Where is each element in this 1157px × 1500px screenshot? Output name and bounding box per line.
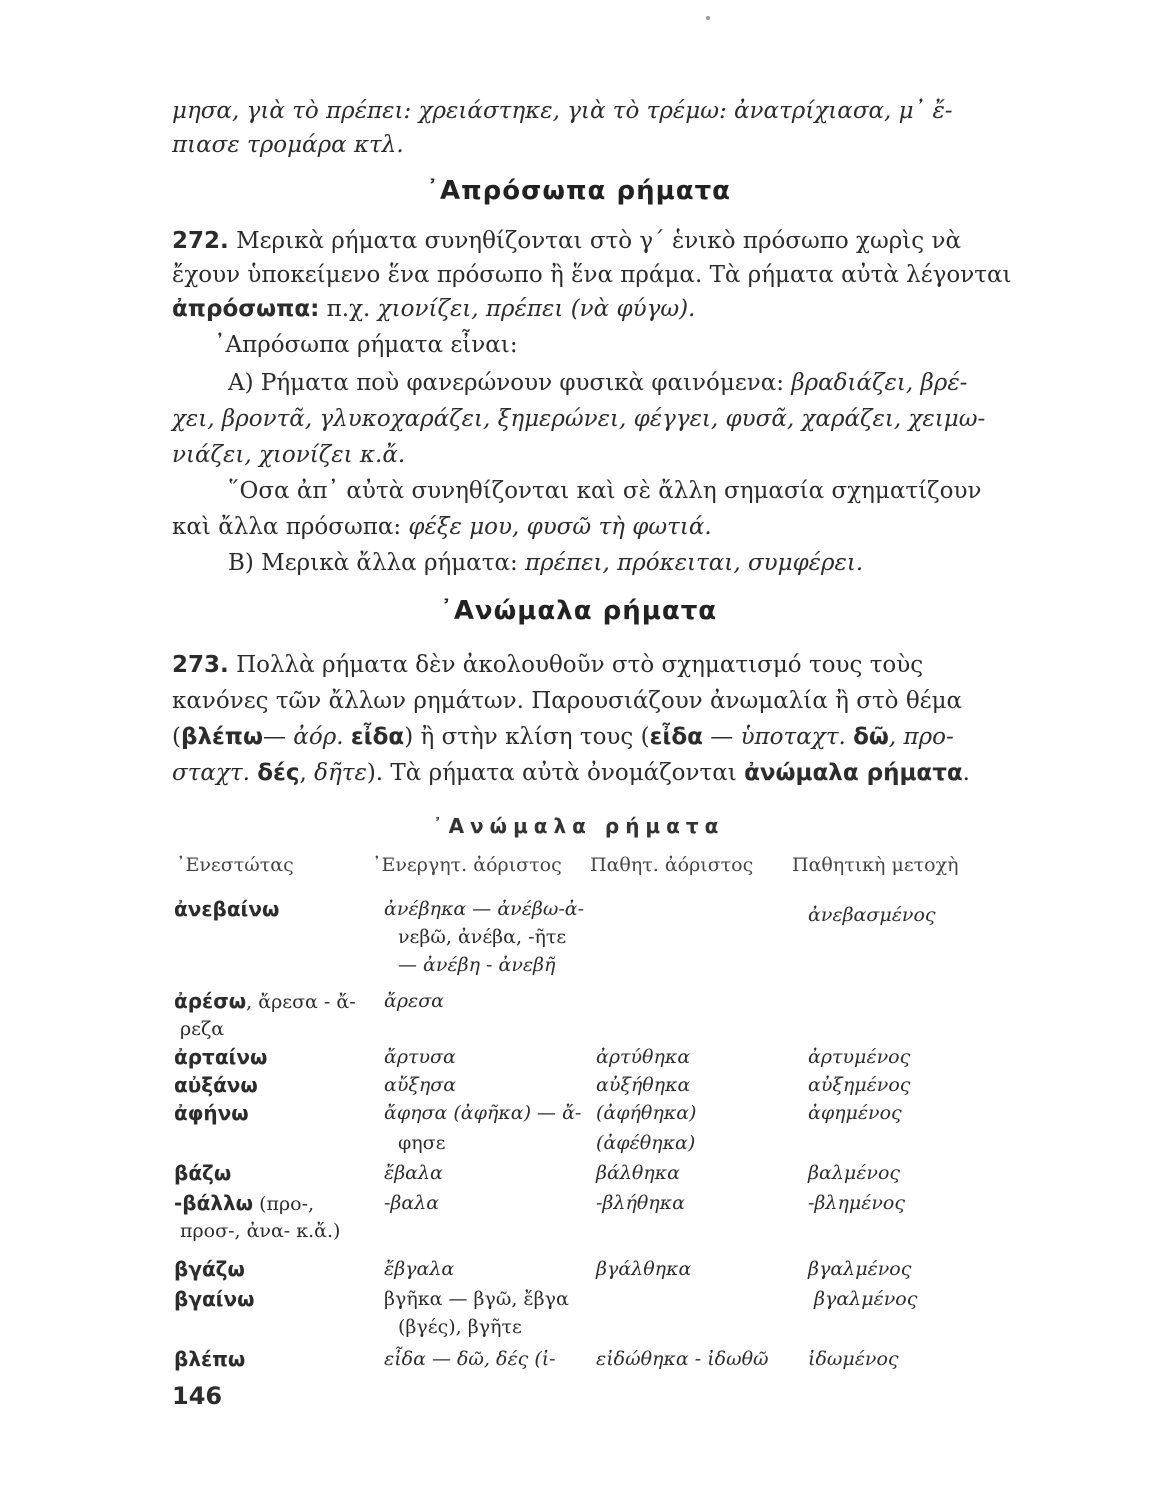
paragraph-272-line-3 xyxy=(172,294,1032,324)
page-number: 146 xyxy=(172,1382,223,1410)
paragraph-272-osa-line-1: ῞Οσα ἀπ᾽ αὐτὰ συνηθίζονται καὶ σὲ ἄλλη σημασία σχηματίζουν xyxy=(228,478,982,504)
text-run: . xyxy=(962,760,970,786)
table-header-passive-aorist: Παθητ. ἀόριστος xyxy=(590,854,754,876)
term-bold: εἶδα xyxy=(649,724,703,750)
paragraph-273-line-3 xyxy=(172,722,1032,752)
text-run: καὶ ἄλλα πρόσωπα: xyxy=(172,514,409,540)
verb-aorist: ἀνέβηκα — ἀνέβω-ἀ- xyxy=(384,898,585,920)
verb-participle: ἰδωμένος xyxy=(808,1348,899,1370)
text-run: , xyxy=(299,760,315,786)
verb-participle: ἀνεβασμένος xyxy=(808,904,936,926)
speck-mark xyxy=(706,16,710,20)
verb-aorist-cont: (βγές), βγῆτε xyxy=(398,1316,522,1338)
verb-passive: βάλθηκα xyxy=(596,1162,680,1184)
term-bold: ἀνώμαλα ρήματα xyxy=(744,760,963,786)
paragraph-272-a-line-1 xyxy=(228,368,1088,398)
term-bold: εἶδα xyxy=(350,724,405,750)
section-heading-irregular: ᾽Ανώμαλα ρήματα xyxy=(439,596,718,626)
paragraph-272-line-1 xyxy=(172,226,1032,256)
text-run: σταχτ. xyxy=(172,760,258,786)
paragraph-273-line-1 xyxy=(172,650,1032,680)
verb-participle: ἀρτυμένος xyxy=(808,1046,911,1068)
intro-line-2: πιασε τρομάρα κτλ. xyxy=(172,132,404,158)
verb-present-note: , ἄρεσα - ἄ- xyxy=(246,991,356,1013)
verb-participle: βγαλμένος xyxy=(808,1258,912,1280)
verb-present: ἀφήνω xyxy=(174,1101,249,1125)
text-run: ( xyxy=(172,724,181,750)
text-run: Α) Ρήματα ποὺ φανερώνουν φυσικὰ φαινόμενα: xyxy=(228,370,792,396)
verb-passive: (ἀφήθηκα) xyxy=(596,1102,697,1124)
verb-present: αὐξάνω xyxy=(174,1073,258,1097)
text-run: Μερικὰ ρήματα συνηθίζονται στὸ γ΄ ἑνικὸ πρόσωπο χωρὶς νὰ xyxy=(236,228,961,254)
term-bold: δές xyxy=(257,760,300,786)
paragraph-272-b-line xyxy=(228,548,1088,578)
verb-participle: αὐξημένος xyxy=(808,1074,911,1096)
verb-passive: αὐξήθηκα xyxy=(596,1074,691,1096)
verb-aorist: ἔβγαλα xyxy=(384,1258,455,1280)
text-run: — ὑποταχτ. xyxy=(702,724,854,750)
verb-participle: ἀφημένος xyxy=(808,1102,902,1124)
text-run: Β) Μερικὰ ἄλλα ρήματα: xyxy=(228,550,526,576)
verb-present: ἀρταίνω xyxy=(174,1045,268,1069)
verb-present-line xyxy=(174,988,356,1016)
verb-aorist-cont: — ἀνέβη - ἀνεβῆ xyxy=(398,954,556,976)
paragraph-273-line-2: κανόνες τῶν ἄλλων ρημάτων. Παρουσιάζουν ἀνωμαλία ἢ στὸ θέμα xyxy=(172,688,963,714)
verb-aorist: ἔβαλα xyxy=(384,1162,443,1184)
term-bold: βλέπω xyxy=(180,724,263,750)
paragraph-272-a-line-2: χει, βροντᾶ, γλυκοχαράζει, ξημερώνει, φέγγει, φυσᾶ, χαράζει, χειμω- xyxy=(172,406,986,432)
text-run: ). Τὰ ρήματα αὐτὰ ὀνομάζονται xyxy=(366,760,745,786)
verb-present: βγάζω xyxy=(174,1257,245,1281)
example-italic: πρέπει, πρόκειται, συμφέρει. xyxy=(525,550,864,576)
table-header-present: ᾽Ενεστώτας xyxy=(176,854,294,876)
verb-passive: ἀρτύθηκα xyxy=(596,1046,691,1068)
text-run: — ἀόρ. xyxy=(263,724,351,750)
verb-aorist: -βαλα xyxy=(384,1192,440,1214)
example-italic: χιονίζει, πρέπει (νὰ φύγω). xyxy=(377,296,696,322)
verb-present: ἀρέσω xyxy=(174,989,247,1013)
verb-aorist: ἄρεσα xyxy=(384,990,444,1012)
paragraph-number: 273. xyxy=(172,652,229,678)
paragraph-273-line-4 xyxy=(172,758,1032,788)
table-header-passive-participle: Παθητικὴ μετοχὴ xyxy=(792,854,959,876)
text-run: ) ἢ στὴν κλίση τους ( xyxy=(404,724,650,750)
verb-aorist: εἶδα — δῶ, δές (ἰ- xyxy=(384,1348,556,1370)
section-heading-impersonal: ᾽Απρόσωπα ρήματα xyxy=(425,176,732,206)
paragraph-272-a-line-3: νιάζει, χιονίζει κ.ἄ. xyxy=(172,442,406,468)
verb-present-cont: προσ-, ἀνα- κ.ἄ.) xyxy=(180,1220,341,1242)
verb-passive-alt: (ἀφέθηκα) xyxy=(596,1132,696,1154)
verb-aorist: ἄρτυσα xyxy=(384,1046,456,1068)
verb-participle: -βλημένος xyxy=(808,1192,906,1214)
text-run: , προ- xyxy=(888,724,954,750)
text-run: π.χ. xyxy=(319,296,378,322)
verb-aorist: αὔξησα xyxy=(384,1074,457,1096)
verb-present: -βάλλω xyxy=(174,1191,254,1215)
verb-present-cont: ρεζα xyxy=(180,1018,225,1040)
paragraph-number: 272. xyxy=(172,228,229,254)
verb-present-line xyxy=(174,1190,314,1218)
verb-participle: βγαλμένος xyxy=(814,1288,918,1310)
verb-passive: -βλήθηκα xyxy=(596,1192,685,1214)
verb-present: ἀνεβαίνω xyxy=(174,897,280,921)
verb-present: βάζω xyxy=(174,1161,232,1185)
verb-aorist: βγῆκα — βγῶ, ἔβγα xyxy=(384,1288,569,1310)
table-header-active-aorist: ᾽Ενεργητ. ἀόριστος xyxy=(372,854,562,876)
term-bold: δῶ xyxy=(853,724,889,750)
verb-present-note: (προ-, xyxy=(253,1193,315,1215)
verb-present: βλέπω xyxy=(174,1347,246,1371)
intro-line-1: μησα, γιὰ τὸ πρέπει: χρειάστηκε, γιὰ τὸ τρέμω: ἀνατρίχιασα, μ᾽ ἔ- xyxy=(172,98,953,124)
text-run: δῆτε xyxy=(314,760,367,786)
table-title: ᾽Ανώμαλα ρήματα xyxy=(432,814,725,838)
verb-aorist: ἄφησα (ἀφῆκα) — ἄ- xyxy=(384,1102,582,1124)
verb-aorist-cont: φησε xyxy=(398,1132,446,1154)
paragraph-272-line-2: ἔχουν ὑποκείμενο ἕνα πρόσωπο ἢ ἕνα πράμα. Τὰ ρήματα αὐτὰ λέγονται xyxy=(172,262,1012,288)
paragraph-272-line-4: ᾽Απρόσωπα ρήματα εἶναι: xyxy=(214,332,518,358)
paragraph-272-osa-line-2 xyxy=(172,512,1032,542)
verb-aorist-cont: νεβῶ, ἀνέβα, -ῆτε xyxy=(398,926,567,948)
verb-participle: βαλμένος xyxy=(808,1162,901,1184)
term-bold: ἀπρόσωπα: xyxy=(172,296,320,322)
verb-passive: βγάλθηκα xyxy=(596,1258,692,1280)
example-italic: βραδιάζει, βρέ- xyxy=(791,370,968,396)
verb-passive: εἰδώθηκα - ἰδωθῶ xyxy=(596,1348,769,1370)
verb-present: βγαίνω xyxy=(174,1287,255,1311)
text-run: Πολλὰ ρήματα δὲν ἀκολουθοῦν στὸ σχηματισμό τους τοὺς xyxy=(236,652,924,678)
example-italic: φέξε μου, φυσῶ τὴ φωτιά. xyxy=(408,514,712,540)
